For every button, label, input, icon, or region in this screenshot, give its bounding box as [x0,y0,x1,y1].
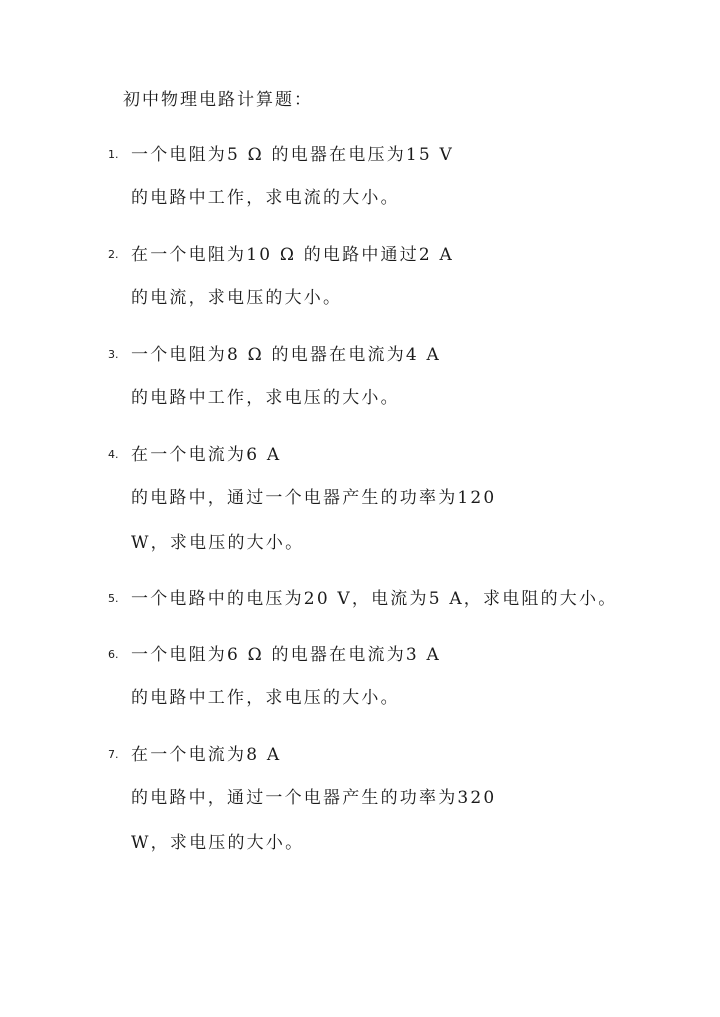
question-text: 一个电路中的电压为20 V，电流为5 A，求电阻的大小。 [131,589,618,609]
question-number: 3. [108,348,119,361]
document-title: 初中物理电路计算题： [123,90,313,110]
question-text: 在一个电阻为10 Ω 的电路中通过2 A [131,245,455,265]
question-number: 5. [108,592,119,605]
question-text: 在一个电流为6 A [131,445,282,465]
question-text: W，求电压的大小。 [131,833,305,853]
question-number: 6. [108,648,119,661]
question-text: 的电流，求电压的大小。 [131,288,343,308]
question-text: 一个电阻为5 Ω 的电器在电压为15 V [131,145,455,165]
question-text: 在一个电流为8 A [131,745,282,765]
question-text: 一个电阻为8 Ω 的电器在电流为4 A [131,345,442,365]
question-text: 的电路中工作，求电压的大小。 [131,688,400,708]
question-number: 1. [108,148,119,161]
question-text: 的电路中工作，求电流的大小。 [131,188,400,208]
question-text: W，求电压的大小。 [131,533,305,553]
question-text: 的电路中工作，求电压的大小。 [131,388,400,408]
question-number: 4. [108,448,119,461]
question-text: 一个电阻为6 Ω 的电器在电流为3 A [131,645,442,665]
question-text: 的电路中，通过一个电器产生的功率为120 [131,488,497,508]
question-number: 2. [108,248,119,261]
question-number: 7. [108,748,119,761]
question-text: 的电路中，通过一个电器产生的功率为320 [131,788,497,808]
